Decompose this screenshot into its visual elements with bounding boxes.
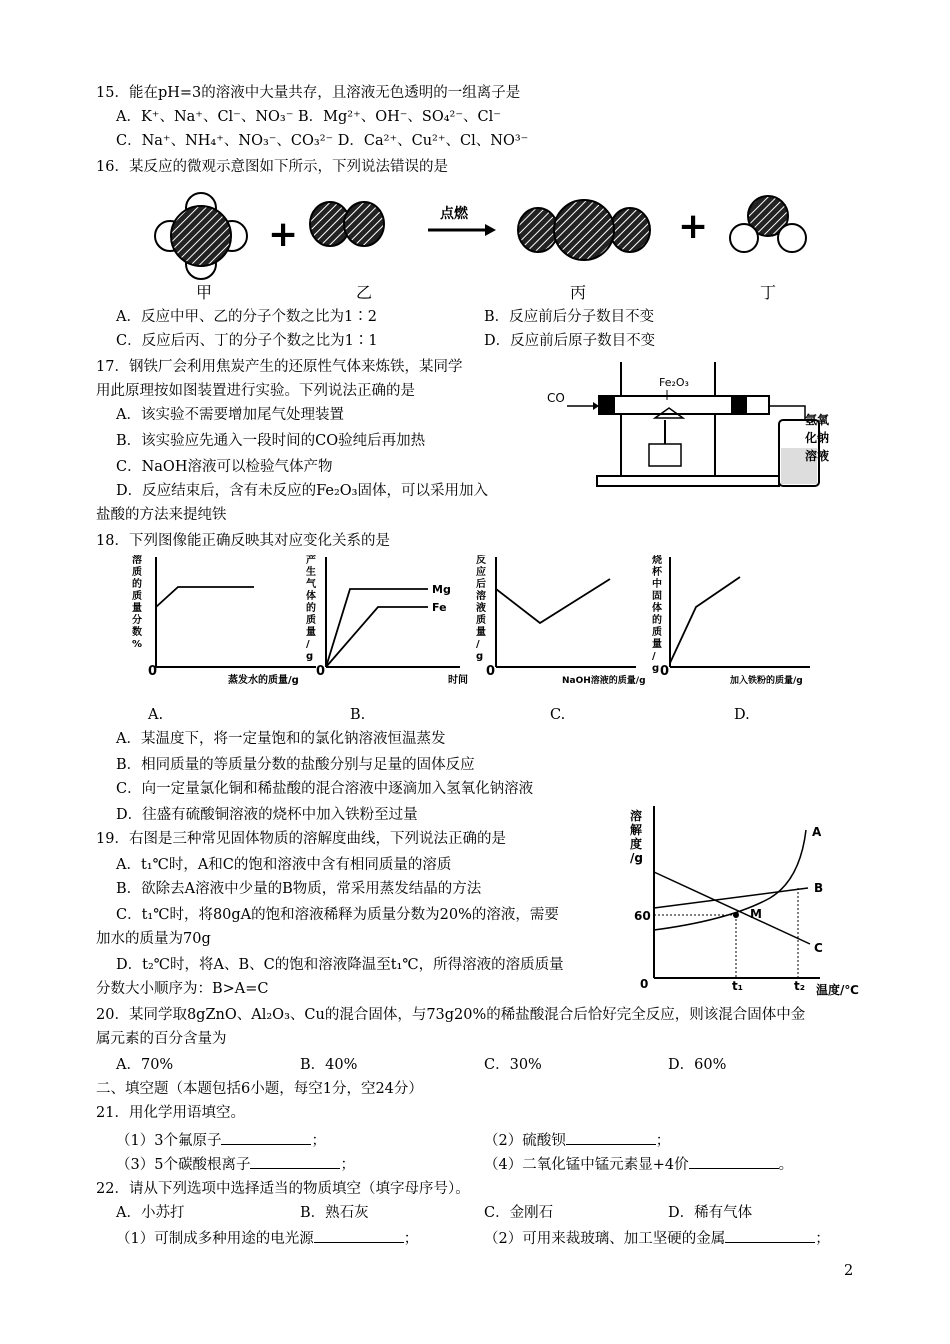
q22-option-a: A．小苏打 (116, 1205, 185, 1221)
svg-text:加入铁粉的质量/g: 加入铁粉的质量/g (730, 676, 803, 686)
svg-text:0: 0 (148, 664, 158, 679)
q19-stem: 19．右图是三种常见固体物质的溶解度曲线，下列说法正确的是 (96, 831, 506, 847)
svg-text:/g: /g (630, 851, 643, 865)
svg-text:的: 的 (132, 579, 142, 590)
q20-option-d: D．60% (668, 1057, 727, 1073)
graph-d (652, 555, 810, 686)
svg-text:C: C (814, 941, 823, 955)
svg-text:中: 中 (652, 579, 662, 590)
molecule-bing (518, 200, 650, 260)
q21-stem: 21．用化学用语填空。 (96, 1105, 245, 1121)
svg-text:NaOH溶液的质量/g: NaOH溶液的质量/g (562, 676, 646, 686)
q22-option-c: C．金刚石 (484, 1205, 554, 1221)
svg-text:质: 质 (132, 567, 142, 578)
svg-text:量: 量 (476, 627, 486, 638)
q21-item-1: （1）3个氟原子 ； (116, 1130, 326, 1150)
q16-option-a: A．反应中甲、乙的分子个数之比为1∶2 (116, 309, 377, 325)
svg-text:反: 反 (476, 555, 486, 566)
label-ding: 丁 (760, 283, 777, 302)
svg-text:溶: 溶 (476, 591, 486, 602)
q16-option-d: D．反应前后原子数目不变 (484, 333, 656, 349)
q18-stem: 18．下列图像能正确反映其对应变化关系的是 (96, 533, 390, 549)
svg-text:烧: 烧 (652, 555, 662, 566)
q20-stem-line2: 属元素的百分含量为 (96, 1031, 227, 1047)
svg-text:数: 数 (132, 627, 142, 638)
q16-reaction-diagram (140, 188, 820, 298)
q19-option-d-cont: 分数大小顺序为：B>A=C (96, 981, 269, 997)
svg-text:B: B (814, 881, 824, 895)
svg-text:度: 度 (630, 837, 643, 851)
q21-item-2: （2）硫酸钡 ； (484, 1130, 670, 1150)
graph-a (132, 555, 316, 686)
svg-text:g: g (652, 663, 660, 674)
svg-text:液: 液 (476, 603, 486, 614)
q21-item-4: （4）二氧化锰中锰元素显+4价 。 (484, 1154, 793, 1174)
svg-text:体: 体 (652, 603, 662, 614)
svg-text:固: 固 (652, 591, 662, 602)
page-number: 2 (844, 1263, 854, 1279)
q19-option-c: C．t₁℃时，将80gA的饱和溶液稀释为质量分数为20%的溶液，需要 (116, 907, 559, 923)
plus-sign-1: + (268, 214, 299, 255)
svg-text:0: 0 (486, 664, 496, 679)
q16-option-c: C．反应后丙、丁的分子个数之比为1∶1 (116, 333, 378, 349)
svg-text:M: M (750, 907, 762, 921)
svg-text:体: 体 (306, 591, 316, 602)
svg-text:质: 质 (132, 591, 142, 602)
svg-text:/: / (306, 639, 310, 650)
svg-text:分: 分 (132, 615, 142, 626)
q17-option-d-cont: 盐酸的方法来提纯铁 (96, 507, 227, 523)
series-fe: Fe (432, 601, 447, 614)
svg-text:g: g (476, 651, 484, 662)
fe2o3-label: Fe₂O₃ (659, 376, 689, 389)
svg-text:量: 量 (132, 603, 142, 614)
svg-text:产: 产 (306, 555, 316, 566)
q18-option-a: A．某温度下，将一定量饱和的氯化钠溶液恒温蒸发 (116, 731, 446, 747)
q19-option-c-cont: 加水的质量为70g (96, 931, 211, 947)
q16-option-b: B．反应前后分子数目不变 (484, 309, 655, 325)
svg-text:%: % (132, 639, 143, 650)
q19-option-d: D．t₂℃时，将A、B、C的饱和溶液降温至t₁℃，所得溶液的溶质质量 (116, 957, 564, 973)
q15-options-ab: A．K⁺、Na⁺、Cl⁻、NO₃⁻ B．Mg²⁺、OH⁻、SO₄²⁻、Cl⁻ (116, 109, 501, 125)
svg-text:生: 生 (306, 567, 316, 578)
svg-text:质: 质 (306, 615, 316, 626)
q22-item-2: （2）可用来裁玻璃、加工坚硬的金属 ； (484, 1228, 830, 1248)
q20-option-a: A．70% (116, 1057, 174, 1073)
q17-option-b: B．该实验应先通入一段时间的CO验纯后再加热 (116, 433, 426, 449)
molecule-yi (310, 202, 384, 246)
svg-text:的: 的 (306, 603, 316, 614)
svg-text:的: 的 (652, 615, 662, 626)
graph-b-ylabel (306, 555, 317, 662)
graph-letter-d: D. (734, 707, 750, 723)
q22-option-b: B．熟石灰 (300, 1205, 369, 1221)
q22-item-1: （1）可制成多种用途的电光源 ； (116, 1228, 418, 1248)
graph-d-ylabel (652, 555, 663, 674)
graph-a-ylabel (132, 555, 142, 650)
q16-stem: 16．某反应的微观示意图如下所示，下列说法错误的是 (96, 159, 448, 175)
q15-stem: 15．能在pH=3的溶液中大量共存，且溶液无色透明的一组离子是 (96, 85, 521, 101)
q15-options-cd: C．Na⁺、NH₄⁺、NO₃⁻、CO₃²⁻ D．Ca²⁺、Cu²⁺、Cl、NO³⁻ (116, 133, 529, 149)
svg-text:/: / (652, 651, 656, 662)
svg-text:质: 质 (476, 615, 486, 626)
curve-a (654, 830, 806, 930)
svg-text:后: 后 (476, 579, 486, 590)
q20-option-b: B．40% (300, 1057, 358, 1073)
svg-text:解: 解 (630, 823, 643, 837)
svg-text:t₁: t₁ (732, 979, 743, 993)
answer-blank[interactable] (689, 1154, 779, 1169)
answer-blank[interactable] (725, 1228, 815, 1243)
answer-blank[interactable] (221, 1130, 311, 1145)
q19-solubility-chart (620, 800, 865, 1000)
answer-blank[interactable] (250, 1154, 340, 1169)
svg-text:温度/℃: 温度/℃ (816, 983, 859, 997)
svg-text:溶: 溶 (630, 809, 643, 823)
q21-item-3: （3）5个碳酸根离子 ； (116, 1154, 355, 1174)
q20-stem-line1: 20．某同学取8gZnO、Al₂O₃、Cu的混合固体，与73g20%的稀盐酸混合后恰好完全反应，则该混合固体中金 (96, 1007, 806, 1023)
q18-option-b: B．相同质量的等质量分数的盐酸分别与足量的固体反应 (116, 757, 475, 773)
label-bing: 丙 (570, 283, 587, 302)
svg-text:量: 量 (652, 639, 662, 650)
graph-c-ylabel (476, 555, 486, 662)
answer-blank[interactable] (566, 1130, 656, 1145)
section-2-heading: 二、填空题（本题包括6小题，每空1分，空24分） (96, 1081, 423, 1097)
svg-text:杯: 杯 (652, 567, 662, 578)
naoh-label-1: 氢氧 (805, 413, 830, 427)
q17-option-d: D．反应结束后，含有未反应的Fe₂O₃固体，可以采用加入 (116, 483, 488, 499)
q19-option-a: A．t₁℃时，A和C的饱和溶液中含有相同质量的溶质 (116, 857, 452, 873)
answer-blank[interactable] (314, 1228, 404, 1243)
svg-text:应: 应 (476, 567, 486, 578)
q17-stem-line1: 17．钢铁厂会利用焦炭产生的还原性气体来炼铁，某同学 (96, 359, 463, 375)
svg-text:蒸发水的质量/g: 蒸发水的质量/g (228, 675, 299, 686)
svg-text:时间: 时间 (448, 675, 468, 686)
series-mg: Mg (432, 583, 451, 596)
molecule-jia (155, 193, 247, 279)
q17-apparatus-figure (545, 362, 845, 492)
q22-option-d: D．稀有气体 (668, 1205, 753, 1221)
svg-text:60: 60 (634, 909, 651, 923)
molecule-ding (730, 196, 806, 252)
q17-stem-line2: 用此原理按如图装置进行实验。下列说法正确的是 (96, 383, 415, 399)
q19-option-b: B．欲除去A溶液中少量的B物质，常采用蒸发结晶的方法 (116, 881, 482, 897)
graph-letter-b: B. (350, 707, 366, 723)
graph-letter-c: C. (550, 707, 566, 723)
co-label: CO (547, 391, 565, 405)
naoh-label-3: 溶液 (805, 449, 830, 463)
naoh-label-2: 化钠 (805, 431, 830, 445)
q18-graphs (130, 555, 820, 690)
svg-text:/: / (476, 639, 480, 650)
svg-text:t₂: t₂ (794, 979, 805, 993)
curve-b (654, 888, 808, 908)
label-yi: 乙 (356, 283, 373, 302)
svg-text:气: 气 (306, 579, 316, 590)
q20-option-c: C．30% (484, 1057, 542, 1073)
q18-option-c: C．向一定量氯化铜和稀盐酸的混合溶液中逐滴加入氢氧化钠溶液 (116, 781, 534, 797)
graph-letter-a: A. (148, 707, 164, 723)
point-m (733, 912, 739, 918)
svg-text:A: A (812, 825, 822, 839)
svg-text:g: g (306, 651, 314, 662)
reaction-condition: 点燃 (440, 206, 468, 222)
svg-text:0: 0 (660, 664, 670, 679)
q17-option-c: C．NaOH溶液可以检验气体产物 (116, 459, 333, 475)
q22-stem: 22．请从下列选项中选择适当的物质填空（填字母序号）。 (96, 1181, 470, 1197)
q18-option-d: D．往盛有硫酸铜溶液的烧杯中加入铁粉至过量 (116, 807, 418, 823)
svg-text:0: 0 (316, 664, 326, 679)
plus-sign-2: + (678, 206, 709, 247)
svg-text:量: 量 (306, 627, 316, 638)
graph-c (476, 555, 646, 686)
label-jia: 甲 (196, 283, 213, 302)
svg-text:质: 质 (652, 627, 662, 638)
q17-option-a: A．该实验不需要增加尾气处理装置 (116, 407, 344, 423)
svg-text:0: 0 (640, 977, 649, 991)
svg-text:溶: 溶 (132, 555, 142, 566)
graph-b (306, 555, 468, 686)
